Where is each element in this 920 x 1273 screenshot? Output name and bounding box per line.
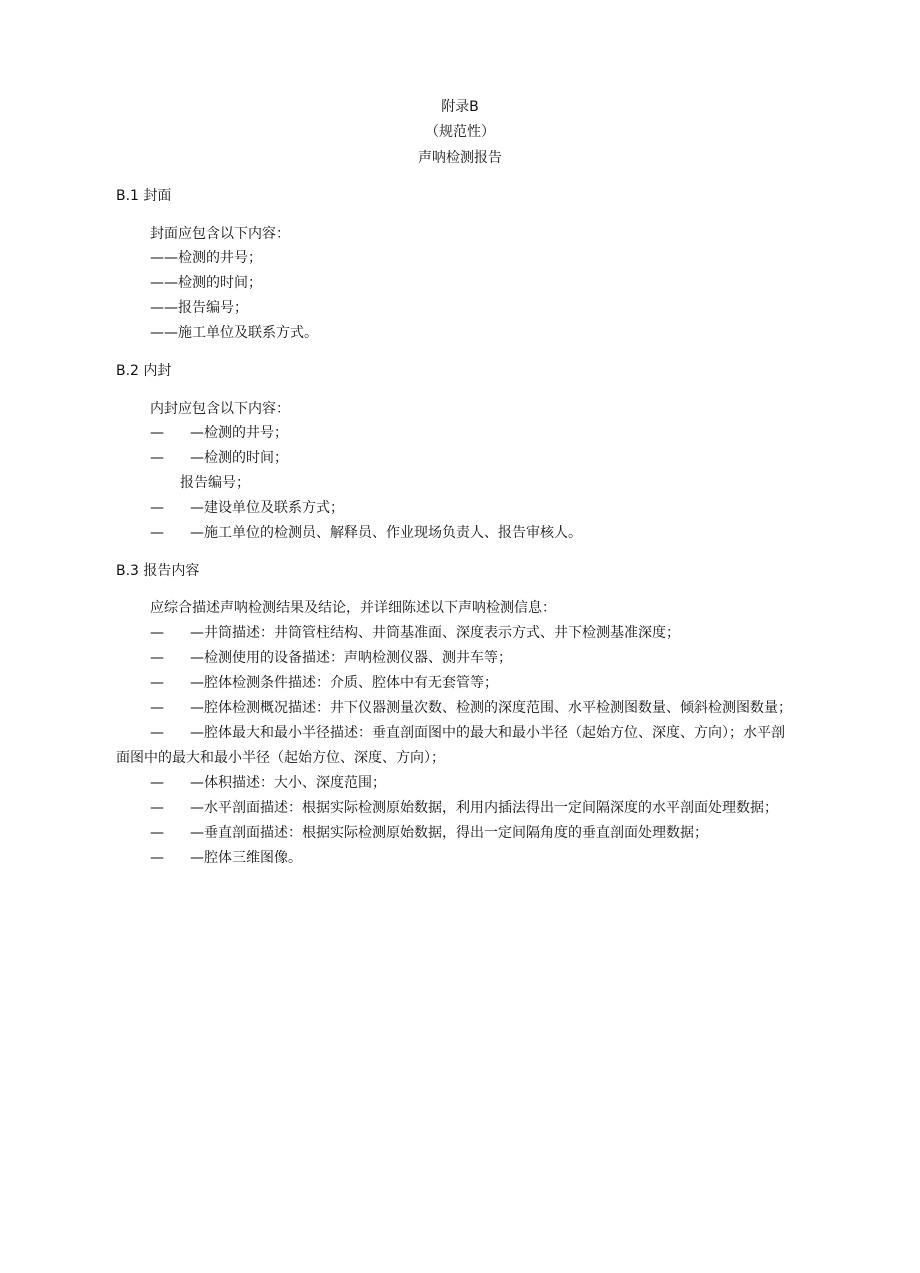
list-item: —腔体检测条件描述：介质、腔体中有无套管等； [190,675,498,691]
list-item: ——报告编号； [150,300,248,316]
list-item: —体积描述：大小、深度范围； [190,775,386,791]
section-b2-intro: 内封应包含以下内容： [150,401,290,417]
list-dash: — [150,500,164,516]
list-dash: — [150,450,164,466]
list-item: —腔体检测概况描述：井下仪器测量次数、检测的深度范围、水平检测图数量、倾斜检测图数量； [190,700,792,716]
list-item: ——检测的时间； [150,275,262,291]
list-dash: — [150,525,164,541]
list-item: 报告编号； [180,475,250,491]
list-dash: — [150,725,164,741]
list-item: —井筒描述：井筒管柱结构、井筒基准面、深度表示方式、井下检测基准深度； [190,625,680,641]
list-item: —垂直剖面描述：根据实际检测原始数据，得出一定间隔角度的垂直剖面处理数据； [190,825,708,841]
list-dash: — [150,650,164,666]
list-item: —检测的井号； [190,425,288,441]
list-item: —水平剖面描述：根据实际检测原始数据，利用内插法得出一定间隔深度的水平剖面处理数据； [190,800,778,816]
list-dash: — [150,700,164,716]
section-b1-heading: B.1 封面 [116,188,172,204]
appendix-label: 附录B [441,99,479,115]
list-item: —施工单位的检测员、解释员、作业现场负责人、报告审核人。 [190,525,582,541]
section-b3-intro: 应综合描述声呐检测结果及结论，并详细陈述以下声呐检测信息： [150,600,556,616]
list-item: ——施工单位及联系方式。 [150,325,318,341]
list-dash: — [150,625,164,641]
section-b2-heading: B.2 内封 [116,363,172,379]
list-item: —检测使用的设备描述：声呐检测仪器、测井车等； [190,650,512,666]
list-item: ——检测的井号； [150,250,262,266]
list-item: —腔体最大和最小半径描述：垂直剖面图中的最大和最小半径（起始方位、深度、方向）；水平剖 [190,725,785,741]
list-dash: — [150,800,164,816]
normative-label: （规范性） [425,124,495,140]
list-dash: — [150,425,164,441]
list-dash: — [150,825,164,841]
list-dash: — [150,850,164,866]
list-item-continuation: 面图中的最大和最小半径（起始方位、深度、方向）； [116,750,445,766]
section-b1-intro: 封面应包含以下内容： [150,226,290,242]
document-title: 声呐检测报告 [418,150,502,166]
list-item: —建设单位及联系方式； [190,500,344,516]
section-b3-heading: B.3 报告内容 [116,563,200,579]
list-dash: — [150,775,164,791]
list-item: —检测的时间； [190,450,288,466]
list-item: —腔体三维图像。 [190,850,302,866]
list-dash: — [150,675,164,691]
